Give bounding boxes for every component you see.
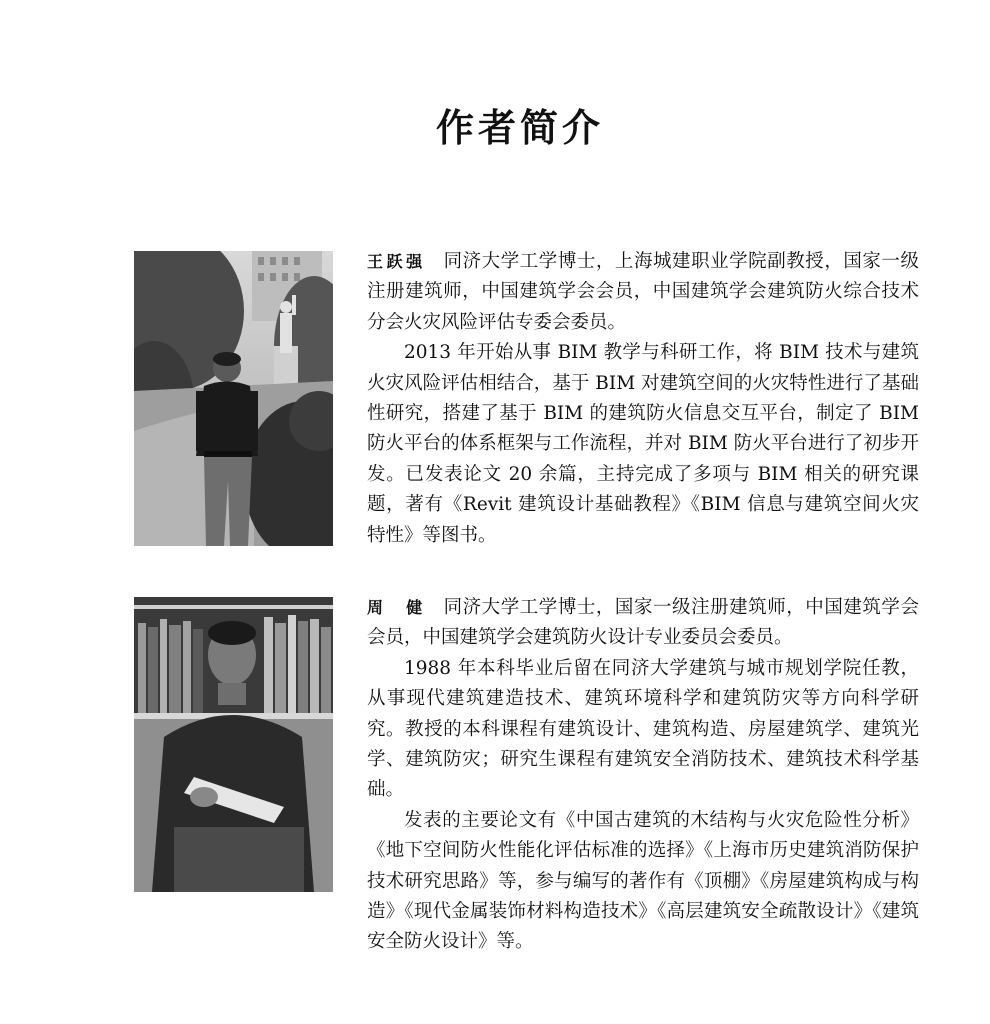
bio-intro-text: 同济大学工学博士，上海城建职业学院副教授，国家一级注册建筑师，中国建筑学会会员，中国建筑学会建筑防火综合技术分会火灾风险评估专委会委员。 [367, 251, 919, 333]
author-bio-wang [367, 247, 919, 551]
author-name: 周 健 [367, 598, 426, 617]
author-bio-zhou [367, 593, 919, 958]
bio-paragraph: 1988 年本科毕业后留在同济大学建筑与城市规划学院任教，从事现代建筑建造技术、建筑环境科学和建筑防灾等方向科学研究。教授的本科课程有建筑设计、建筑构造、房屋建筑学、建筑光学、建筑防灾；研究生课程有建筑安全消防技术、建筑技术科学基础。 [367, 657, 919, 801]
bio-intro [367, 593, 919, 654]
page-title: 作者简介 [435, 105, 604, 150]
bio-paragraph: 发表的主要论文有《中国古建筑的木结构与火灾危险性分析》《地下空间防火性能化评估标准的选择》《上海市历史建筑消防保护技术研究思路》等，参与编写的著作有《顶棚》《房屋建筑构成与构造》《现代金属装饰材料构造技术》《高层建筑安全疏散设计》《建筑安全防火设计》等。 [367, 809, 919, 953]
bio-intro-text: 同济大学工学博士，国家一级注册建筑师，中国建筑学会会员，中国建筑学会建筑防火设计专业委员会委员。 [367, 597, 919, 649]
author-name: 王跃强 [367, 252, 426, 271]
author-photo-wang [134, 251, 333, 546]
bio-intro [367, 247, 919, 338]
author-photo-zhou [134, 597, 333, 892]
bio-paragraph: 2013 年开始从事 BIM 教学与科研工作，将 BIM 技术与建筑火灾风险评估相结合，基于 BIM 对建筑空间的火灾特性进行了基础性研究，搭建了基于 BIM 的建筑防火信息交互平台，制定了 BIM 防火平台的体系框架与工作流程，并对 BIM 防火平台进行了初步开发。已发表论文 20 余篇，主持完成了多项与 BIM 相关的研究课题，著有《Revit 建筑设计基础教程》《BIM 信息与建筑空间火灾特性》等图书。 [367, 342, 919, 546]
